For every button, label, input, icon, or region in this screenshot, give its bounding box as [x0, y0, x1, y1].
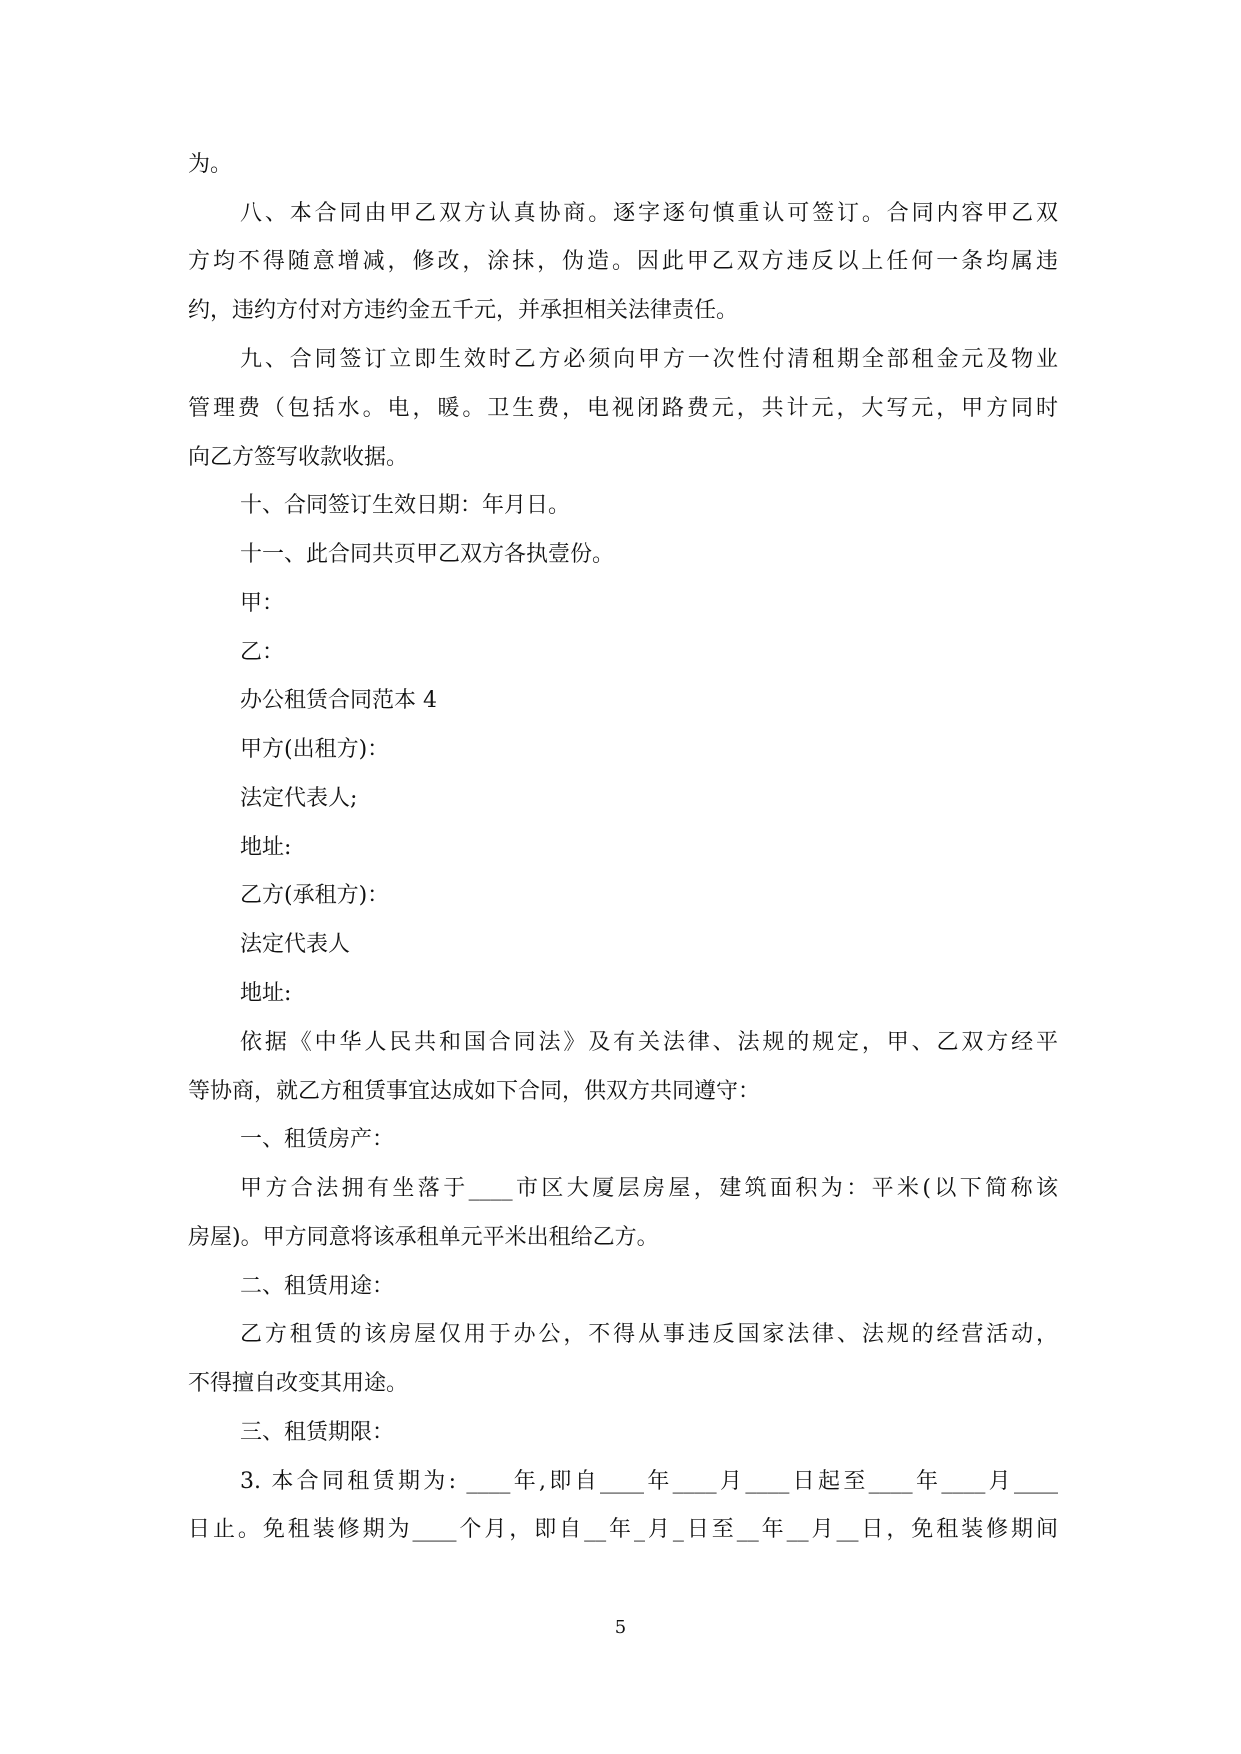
- text-line: 十一、此合同共页甲乙双方各执壹份。: [240, 542, 615, 567]
- text-line: 方均不得随意增减，修改，涂抹，伪造。因此甲乙双方违反以上任何一条均属违: [188, 249, 1058, 274]
- text-line: 3. 本合同租赁期为: ____年,即自____年____月____日起至____年____月____: [240, 1469, 1058, 1494]
- text-line: 地址:: [240, 981, 292, 1006]
- text-line: 法定代表人: [240, 932, 351, 957]
- text-line: 十、合同签订生效日期：年月日。: [240, 493, 571, 518]
- text-line: 管理费（包括水。电，暖。卫生费，电视闭路费元，共计元，大写元，甲方同时: [188, 396, 1058, 421]
- text-line: 一、租赁房产：: [240, 1127, 395, 1152]
- text-line: 二、租赁用途：: [240, 1274, 395, 1299]
- page-number: 5: [614, 1617, 627, 1638]
- text-line: 约，违约方付对方违约金五千元，并承担相关法律责任。: [188, 298, 739, 323]
- text-line: 房屋)。甲方同意将该承租单元平米出租给乙方。: [188, 1225, 659, 1250]
- text-line: 依据《中华人民共和国合同法》及有关法律、法规的规定，甲、乙双方经平: [240, 1030, 1058, 1055]
- text-line: 八、本合同由甲乙双方认真协商。逐字逐句慎重认可签订。合同内容甲乙双: [240, 201, 1058, 226]
- text-line: 日止。免租装修期为____个月，即自__年_月_日至__年__月__日，免租装修期间: [188, 1517, 1058, 1542]
- text-line: 甲方(出租方)：: [240, 737, 390, 762]
- text-line: 甲方合法拥有坐落于____市区大厦层房屋，建筑面积为：平米(以下简称该: [240, 1176, 1058, 1201]
- text-line: 乙方(承租方)：: [240, 883, 390, 908]
- section-title: 办公租赁合同范本 4: [240, 688, 437, 713]
- text-line: 乙方租赁的该房屋仅用于办公，不得从事违反国家法律、法规的经营活动，: [240, 1322, 1058, 1347]
- text-line: 等协商，就乙方租赁事宜达成如下合同，供双方共同遵守：: [188, 1079, 761, 1104]
- text-line: 乙：: [240, 640, 285, 665]
- text-line: 法定代表人;: [240, 786, 358, 811]
- text-line: 三、租赁期限：: [240, 1420, 395, 1445]
- text-line: 为。: [188, 152, 233, 177]
- text-line: 向乙方签写收款收据。: [188, 445, 409, 470]
- text-line: 甲：: [240, 591, 285, 616]
- text-line: 九、合同签订立即生效时乙方必须向甲方一次性付清租期全部租金元及物业: [240, 347, 1058, 372]
- text-line: 地址:: [240, 835, 292, 860]
- text-line: 不得擅自改变其用途。: [188, 1371, 409, 1396]
